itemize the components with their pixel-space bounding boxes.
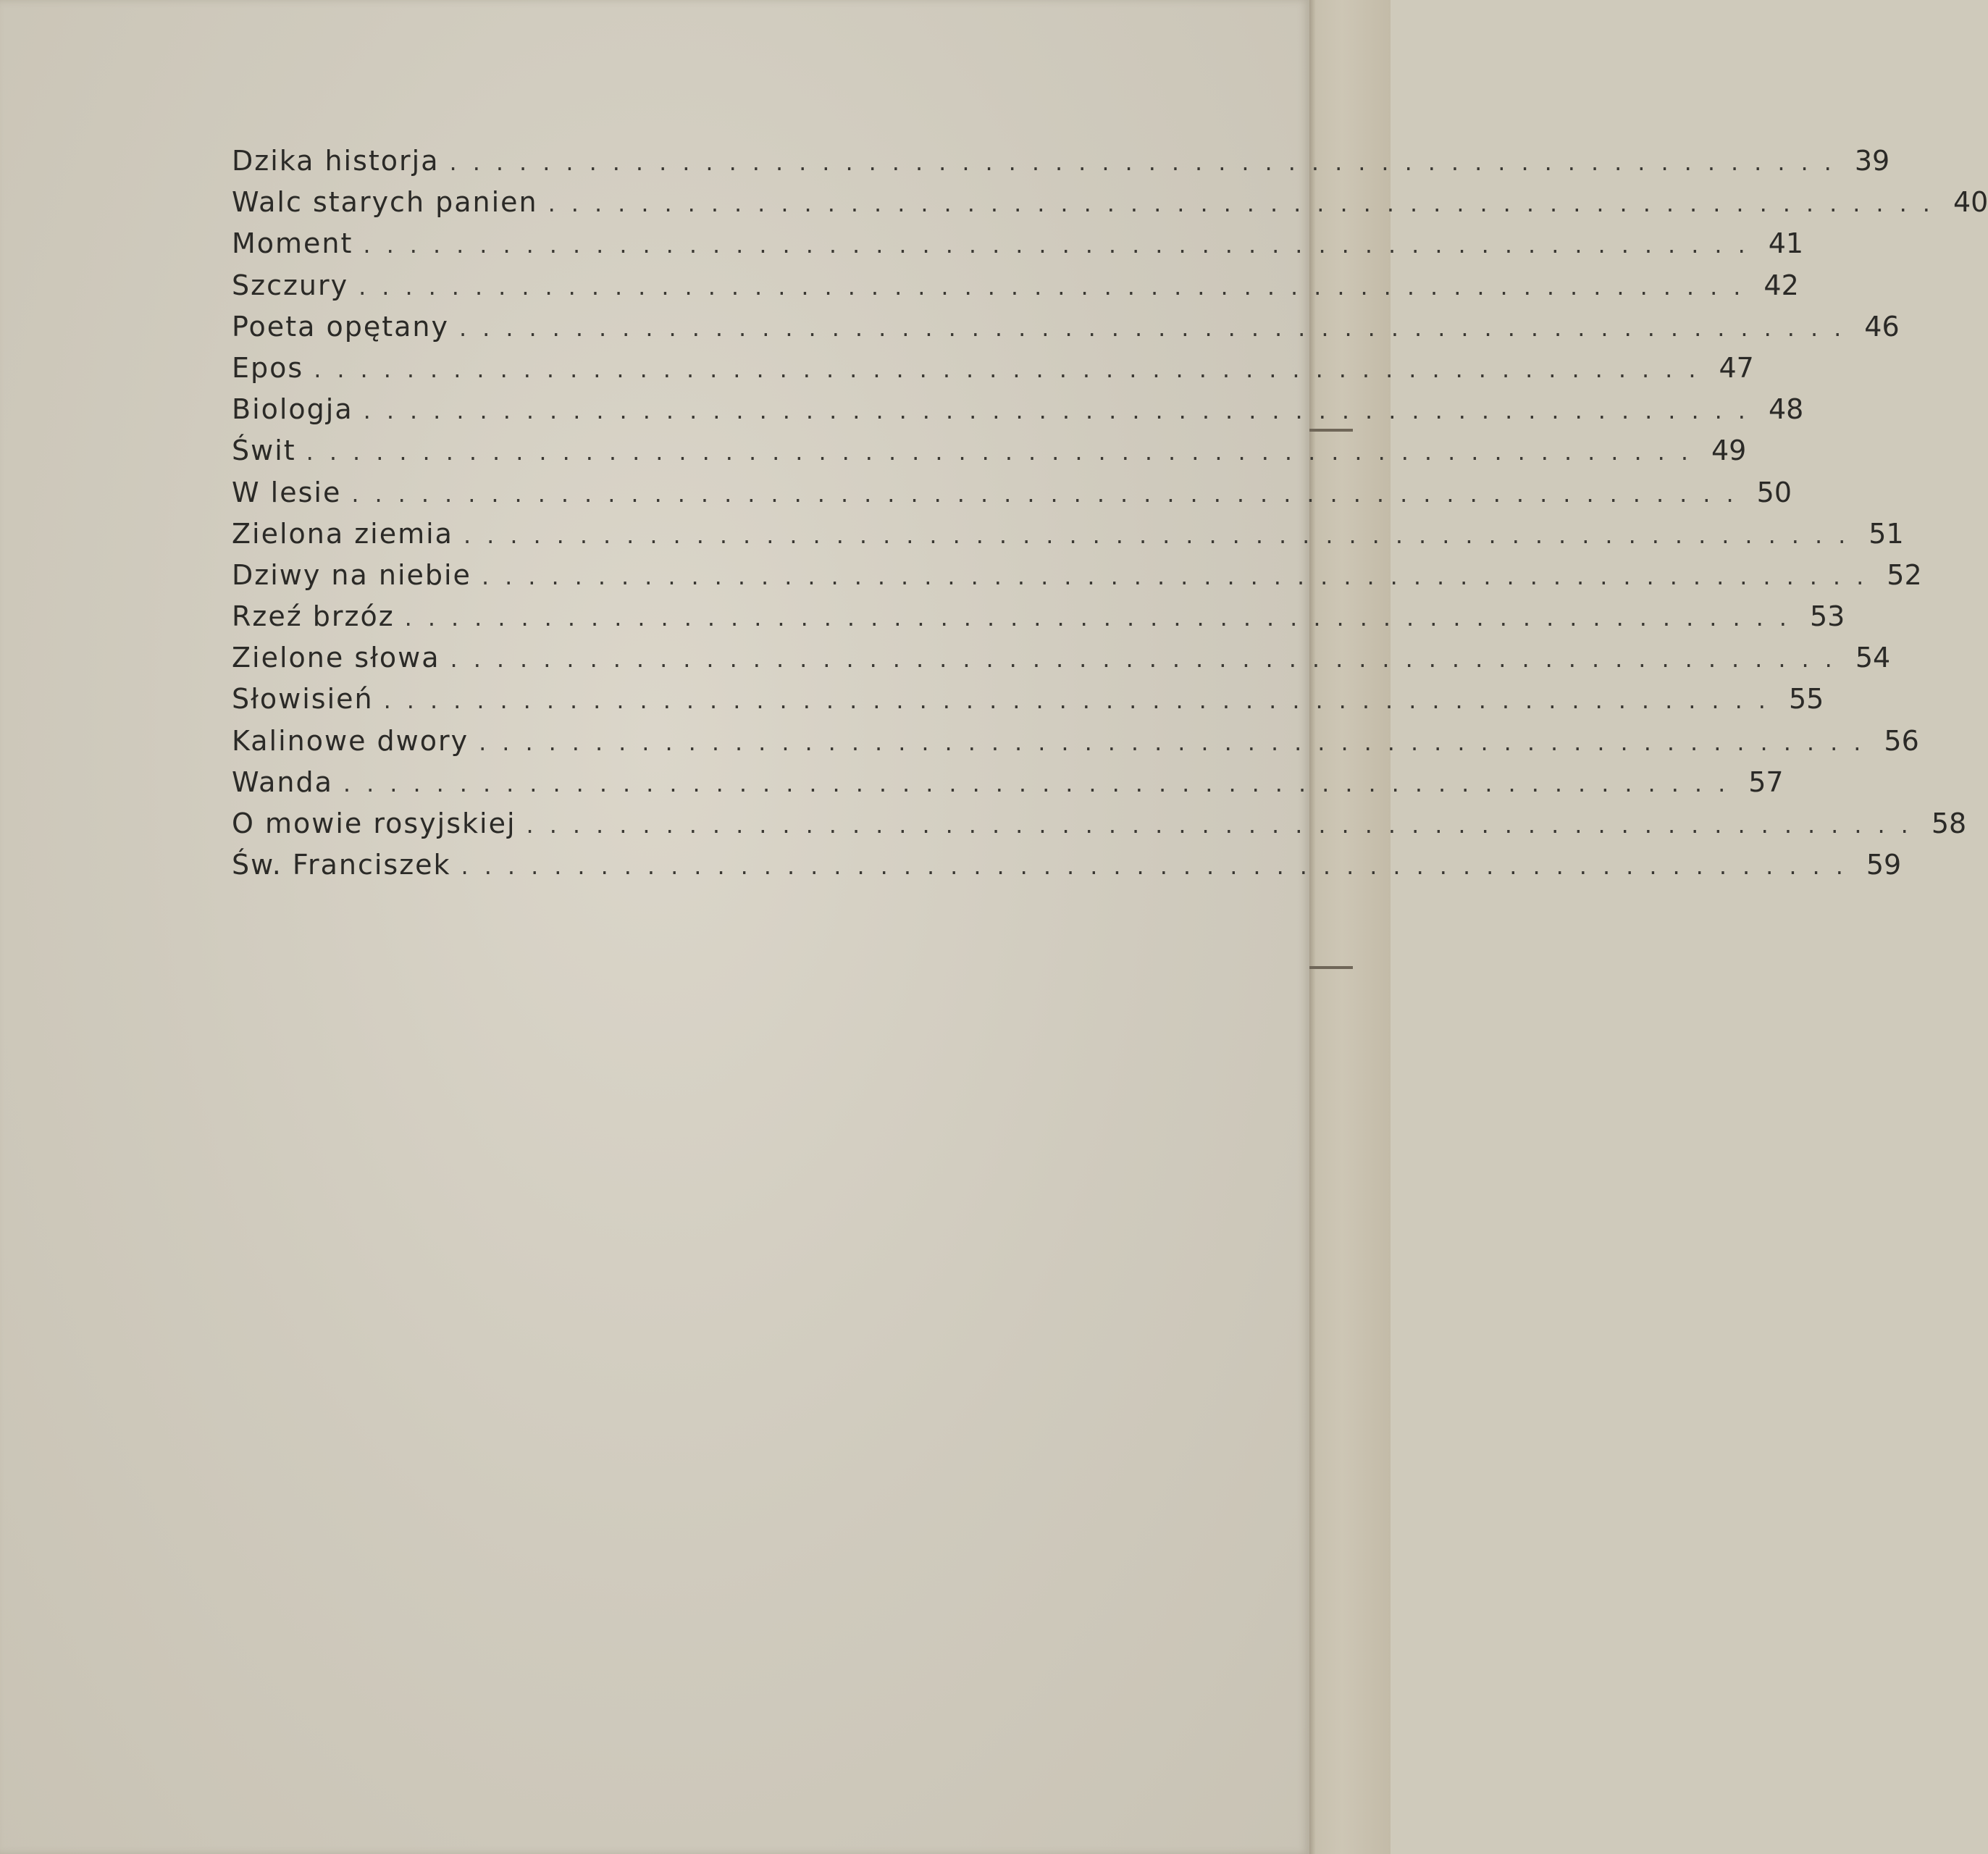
toc-entry-title: Epos (232, 351, 304, 384)
toc-entry-page: 41 (1768, 227, 1804, 260)
toc-entry (232, 227, 1804, 269)
toc-entry (232, 683, 1824, 724)
toc-entry (232, 724, 1919, 766)
toc-entry-page: 54 (1855, 642, 1891, 674)
toc-entry-page: 46 (1864, 310, 1900, 343)
toc-entry-page: 39 (1854, 145, 1890, 177)
toc-dot-leader: ............................................................ (358, 272, 1757, 301)
toc-dot-leader: ............................................................ (343, 769, 1742, 797)
toc-entry (232, 808, 1967, 849)
toc-dot-leader: ............................................................ (479, 728, 1877, 756)
page-tear-mark (1309, 966, 1353, 969)
toc-dot-leader: ............................................................ (351, 479, 1750, 508)
toc-entry-title: Poeta opętany (232, 310, 449, 343)
toc-entry (232, 849, 1902, 890)
toc-entry-title: Św. Franciszek (232, 849, 451, 881)
toc-entry (232, 393, 1804, 435)
toc-entry (232, 351, 1754, 393)
toc-entry (232, 517, 1904, 559)
toc-dot-leader: ............................................................ (463, 521, 1862, 549)
toc-entry-page: 59 (1866, 849, 1902, 881)
toc-dot-leader: ............................................................ (363, 397, 1761, 425)
toc-entry-page: 53 (1809, 600, 1845, 633)
page-tear-mark (1309, 429, 1353, 432)
toc-entry-page: 51 (1869, 517, 1904, 550)
toc-dot-leader: ............................................................ (314, 355, 1712, 383)
toc-entry (232, 476, 1792, 518)
toc-entry-title: W lesie (232, 476, 342, 508)
toc-entry-title: Dziwy na niebie (232, 558, 471, 591)
toc-entry (232, 558, 1922, 600)
toc-entry-title: O mowie rosyjskiej (232, 808, 516, 839)
toc-dot-leader: ............................................................ (404, 604, 1803, 632)
toc-entry-title: Rzeź brzóz (232, 600, 395, 633)
toc-entry-page: 58 (1931, 808, 1967, 839)
toc-entry-page: 56 (1884, 724, 1919, 757)
toc-entry-title: Zielone słowa (232, 642, 440, 674)
toc-entry-title: Moment (232, 227, 353, 260)
toc-entry-page: 52 (1887, 558, 1922, 591)
toc-entry-title: Zielona ziemia (232, 517, 453, 550)
toc-entry (232, 310, 1900, 352)
toc-dot-leader: ............................................................ (363, 231, 1761, 259)
toc-dot-leader: ............................................................ (458, 314, 1858, 342)
toc-entry-title: Dzika historja (232, 145, 440, 177)
toc-entry-page: 48 (1768, 393, 1804, 426)
toc-entry (232, 269, 1799, 311)
toc-entry (232, 435, 1747, 476)
toc-entry (232, 642, 1891, 683)
toc-entry-page: 40 (1953, 186, 1988, 219)
toc-entry-page: 55 (1788, 683, 1824, 716)
toc-entry-title: Szczury (232, 269, 349, 301)
toc-entry (232, 600, 1845, 642)
toc-entry (232, 145, 1890, 186)
toc-entry-page: 49 (1711, 435, 1747, 467)
toc-entry-title: Świt (232, 435, 296, 467)
toc-dot-leader: ............................................................ (461, 852, 1859, 881)
toc-entry-page: 42 (1763, 269, 1799, 301)
toc-entry-title: Wanda (232, 765, 333, 798)
toc-dot-leader: ............................................................ (306, 438, 1704, 466)
toc-dot-leader: ............................................................ (526, 811, 1924, 839)
toc-entry-title: Walc starych panien (232, 186, 538, 219)
toc-entry-page: 47 (1719, 351, 1754, 384)
toc-dot-leader: ............................................................ (383, 687, 1782, 715)
toc-entry-page: 50 (1756, 476, 1792, 508)
toc-entry-title: Kalinowe dwory (232, 724, 469, 757)
toc-entry-page: 57 (1748, 765, 1784, 798)
toc-entry-title: Biologja (232, 393, 353, 426)
toc-dot-leader: ............................................................ (548, 190, 1946, 218)
table-of-contents (232, 145, 1988, 890)
toc-entry-title: Słowisień (232, 683, 374, 716)
toc-entry (232, 765, 1784, 808)
toc-dot-leader: ............................................................ (450, 645, 1848, 674)
toc-entry (232, 186, 1988, 227)
toc-dot-leader: ............................................................ (449, 148, 1848, 176)
toc-dot-leader: ............................................................ (481, 562, 1880, 590)
